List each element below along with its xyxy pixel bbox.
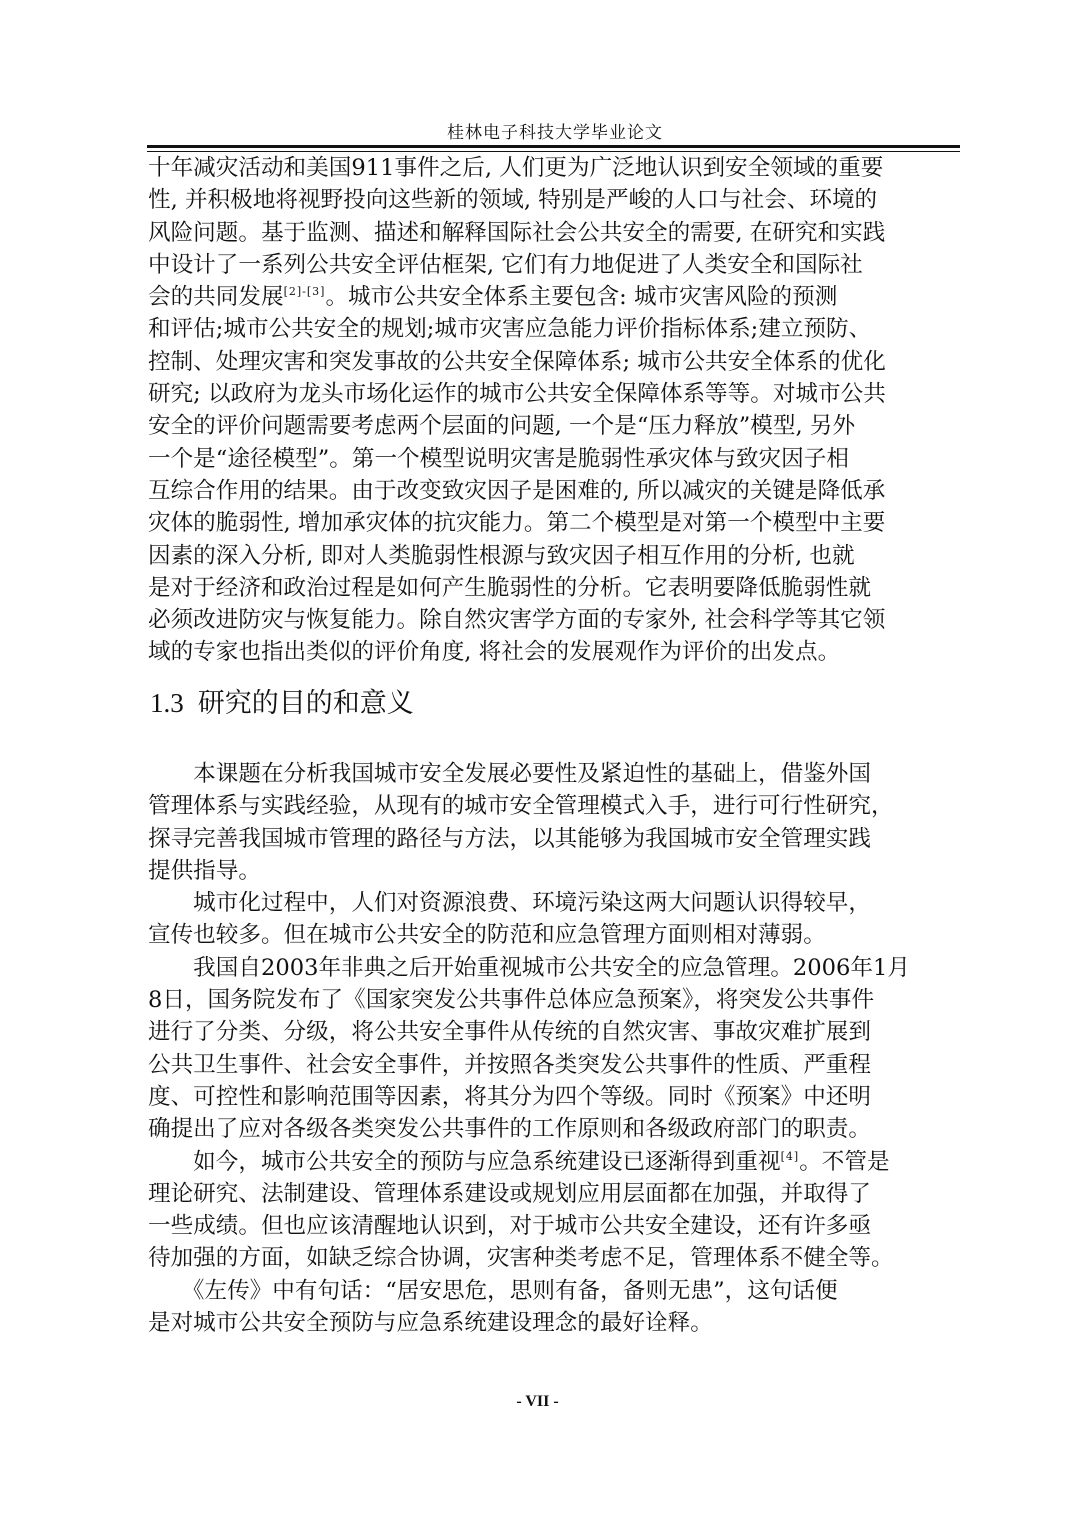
citation-ref: [4] <box>780 1149 800 1163</box>
paragraph-5: 《左传》中有句话：“居安思危，思则有备，备则无患”，这句话便 是对城市公共安全预防与应急系统建设理念的最好诠释。 <box>148 1277 838 1337</box>
paragraph-2: 城市化过程中，人们对资源浪费、环境污染这两大问题认识得较早， 宣传也较多。但在城市公共安全的防范和应急管理方面则相对薄弱。 <box>148 890 871 949</box>
section-body <box>148 758 964 1339</box>
page-number: - VII - <box>516 1393 559 1410</box>
section-heading <box>150 683 414 724</box>
citation-ref: [2]-[3] <box>283 285 326 299</box>
paragraph-text-part1: 十年减灾活动和美国911事件之后, 人们更为广泛地认识到安全领域的重要 性, 并积极地将视野投向这些新的领域, 特别是严峻的人口与社会、环境的 风险问题。基于监测、描述和解释国际社会公共安全的需要, 在研究和实践 中设计了一系列公共安全评估框架, 它们有力地促进了人类安全和国际社 会的共同发展 <box>148 155 886 311</box>
running-header: 桂林电子科技大学毕业论文 <box>447 123 663 143</box>
paragraph-4-text-part1: 如今，城市公共安全的预防与应急系统建设已逐渐得到重视 <box>148 1148 781 1175</box>
section-paragraph <box>148 152 964 669</box>
paragraph-4 <box>148 1146 964 1275</box>
paragraph-3: 我国自2003年非典之后开始重视城市公共安全的应急管理。2006年1月 8日，国务院发布了《国家突发公共事件总体应急预案》，将突发公共事件 进行了分类、分级，将公共安全事件从传统的自然灾害、事故灾难扩展到 公共卫生事件、社会安全事件，并按照各类突发公共事件的性质、严重程 度、可控性和影响范围等因素，将其分为四个等级。同时《预案》中还明 确提出了应对各级各类突发公共事件的工作原则和各级政府部门的职责。 <box>148 954 910 1143</box>
section-number: 1.3 <box>150 688 184 718</box>
header-rule-thick <box>147 145 960 148</box>
paragraph-1: 本课题在分析我国城市安全发展必要性及紧迫性的基础上，借鉴外国 管理体系与实践经验，从现有的城市安全管理模式入手，进行可行性研究， 探寻完善我国城市管理的路径与方法，以其能够为我国城市安全管理实践 提供指导。 <box>148 761 894 884</box>
paragraph-text-part2: 。城市公共安全体系主要包含: 城市灾害风险的预测 和评估;城市公共安全的规划;城市灾害应急能力评价指标体系;建立预防、 控制、处理灾害和突发事故的公共安全保障体系; 城市公共安全体系的优化 研究; 以政府为龙头市场化运作的城市公共安全保障体系等等。对城市公共 安全的评价问题需要考虑两个层面的问题, 一个是“压力释放”模型, 另外 一个是“途径模型”。第一个模型说明灾害是脆弱性承灾体与致灾因子相 互综合作用的结果。由于改变致灾因子是困难的, 所以减灾的关键是降低承 灾体的脆弱性, 增加承灾体的抗灾能力。第二个模型是对第一个模型中主要 因素的深入分析, 即对人类脆弱性根源与致灾因子相互作用的分析, 也就 是对于经济和政治过程是如何产生脆弱性的分析。它表明要降低脆弱性就 必须改进防灾与恢复能力。除自然灾害学方面的专家外, 社会科学等其它领 域的专家也指出类似的评价角度, 将社会的发展观作为评价的出发点。 <box>148 284 886 666</box>
paragraph-4-text-part2: 。不管是 理论研究、法制建设、管理体系建设或规划应用层面都在加强，并取得了 一些成绩。但也应该清醒地认识到，对于城市公共安全建设，还有许多亟 待加强的方面，如缺乏综合协调，灾害种类考虑不足，管理体系不健全等。 <box>148 1148 894 1272</box>
section-title: 研究的目的和意义 <box>197 688 414 719</box>
